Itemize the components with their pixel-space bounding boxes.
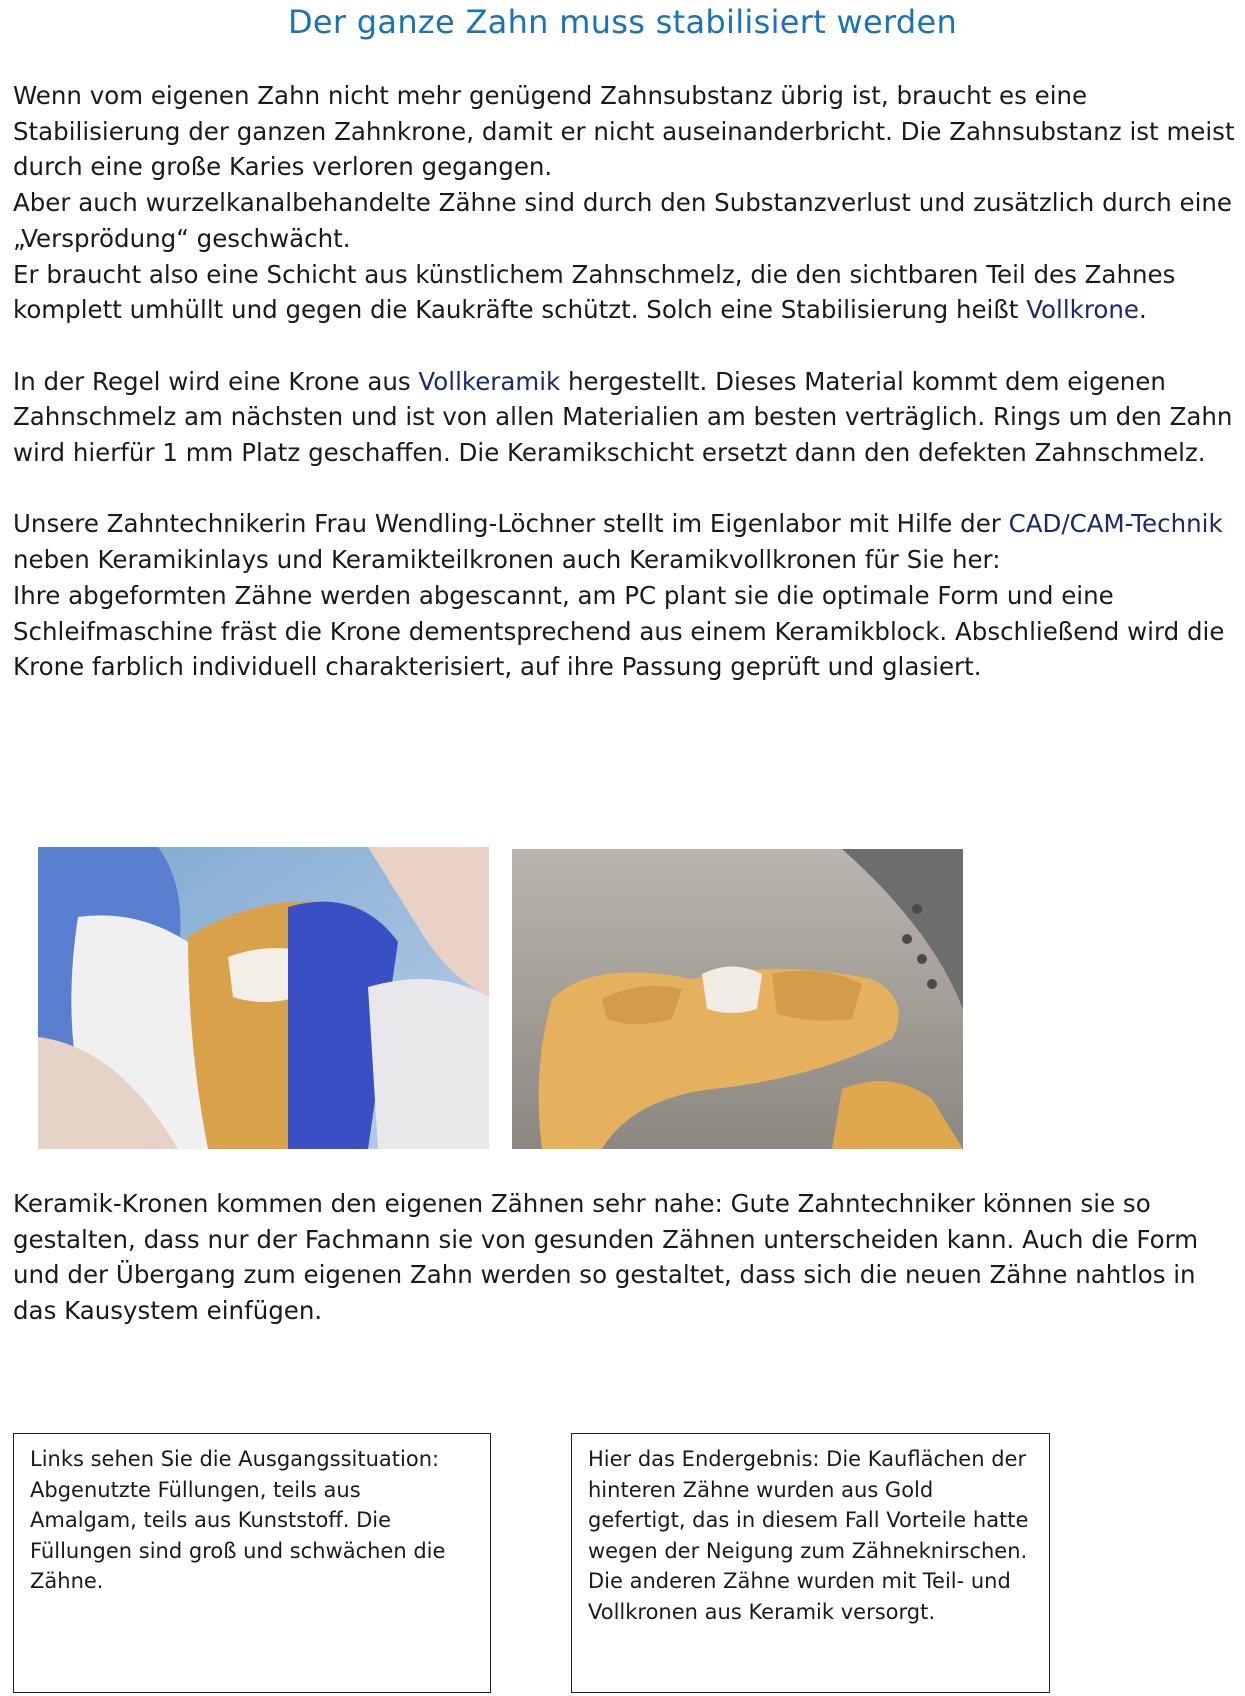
page-title: Der ganze Zahn muss stabilisiert werden bbox=[287, 3, 958, 41]
paragraph: Wenn vom eigenen Zahn nicht mehr genügend Zahnsubstanz übrig ist, braucht es eine Stabilisierung der ganzen Zahnkrone, damit er nicht auseinanderbricht. Die Zahnsubstanz ist meist durch eine große Karies verloren gegangen. bbox=[13, 81, 1235, 182]
paragraph-text: Unsere Zahntechnikerin Frau Wendling-Löchner stellt im Eigenlabor mit Hilfe der bbox=[13, 509, 1009, 539]
paragraph-text: . bbox=[1138, 295, 1147, 325]
dental-model-photo-right bbox=[512, 849, 963, 1149]
paragraph: Ihre abgeformten Zähne werden abgescannt, am PC plant sie die optimale Form und eine Schleifmaschine fräst die Krone dementsprechend aus einem Keramikblock. Abschließend wird die Krone farblich individuell charakterisiert, auf ihre Passung geprüft und glasiert. bbox=[13, 580, 1225, 682]
paragraph: Aber auch wurzelkanalbehandelte Zähne sind durch den Substanzverlust und zusätzlich durch eine „Versprödung“ geschwächt. bbox=[13, 188, 1233, 253]
link-vollkrone[interactable]: Vollkrone bbox=[1026, 295, 1139, 325]
caption-box-right bbox=[571, 1433, 1050, 1693]
paragraph bbox=[13, 506, 1238, 577]
paragraph-text: Er braucht also eine Schicht aus künstlichem Zahnschmelz, die den sichtbaren Teil des Zahnes komplett umhüllt und gegen die Kaukräfte schützt. Solch eine Stabilisierung heißt bbox=[13, 259, 1176, 325]
link-cad-cam-technik[interactable]: CAD/CAM-Technik bbox=[1008, 509, 1223, 539]
paragraph-text: hergestellt. Dieses Material kommt dem eigenen Zahnschmelz am nächsten und ist von allen Materialien am besten verträglich. Rings um den Zahn wird hierfür 1 mm Platz geschaffen. Die Keramikschicht ersetzt dann den defekten Zahnschmelz. bbox=[13, 366, 1233, 468]
caption-text-left: Links sehen Sie die Ausgangssituation: Abgenutzte Füllungen, teils aus Amalgam, teils aus Kunststoff. Die Füllungen sind groß und schwächen die Zähne. bbox=[30, 1447, 446, 1593]
paragraph bbox=[13, 364, 1238, 471]
paragraph-text: neben Keramikinlays und Keramikteilkronen auch Keramikvollkronen für Sie her: bbox=[13, 545, 1001, 575]
paragraph-text: In der Regel wird eine Krone aus bbox=[13, 366, 419, 396]
link-vollkeramik[interactable]: Vollkeramik bbox=[418, 366, 561, 396]
paragraph bbox=[13, 257, 1238, 328]
caption-box-left bbox=[13, 1433, 491, 1693]
closing-paragraph: Keramik-Kronen kommen den eigenen Zähnen sehr nahe: Gute Zahntechniker können sie so gestalten, dass nur der Fachmann sie von gesunden Zähnen unterscheiden kann. Auch die Form und der Übergang zum eigenen Zahn werden so gestaltet, dass sich die neuen Zähne nahtlos in das Kausystem einfügen. bbox=[13, 1189, 1199, 1326]
dental-model-photo-left bbox=[38, 847, 489, 1149]
caption-text-right: Hier das Endergebnis: Die Kauflächen der hinteren Zähne wurden aus Gold gefertigt, das in diesem Fall Vorteile hatte wegen der Neigung zum Zähneknirschen. Die anderen Zähne wurden mit Teil- und Vollkronen aus Keramik versorgt. bbox=[588, 1447, 1029, 1624]
article-body bbox=[13, 78, 1238, 685]
